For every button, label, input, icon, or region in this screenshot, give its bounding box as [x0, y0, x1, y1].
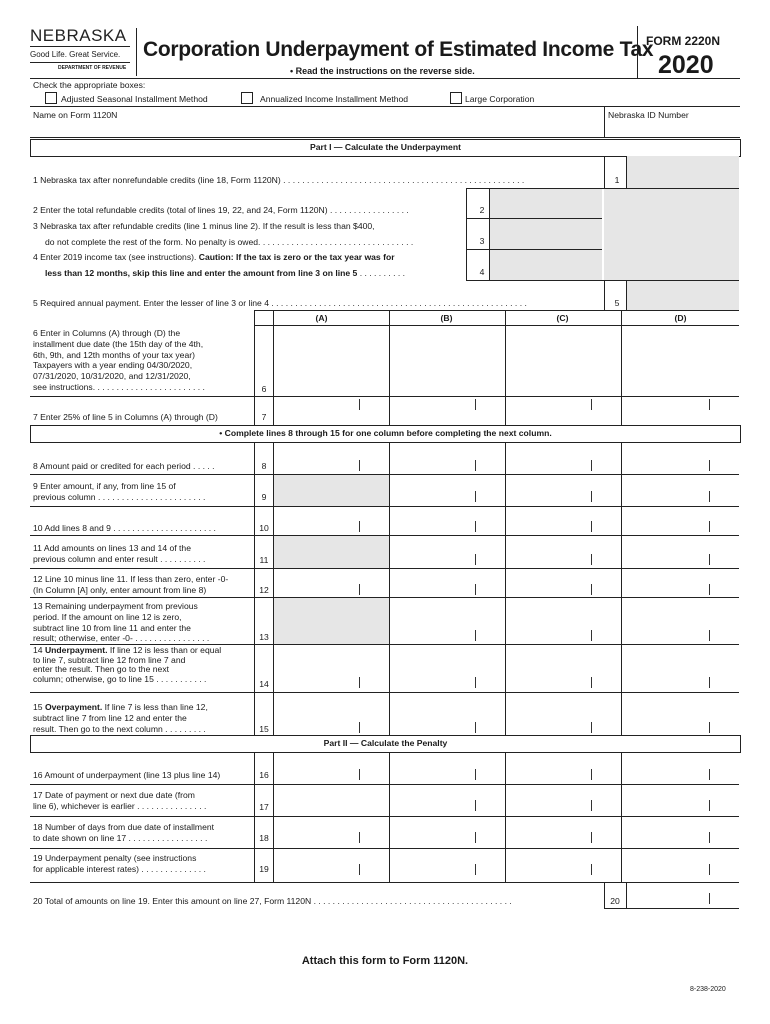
- line-14-heading: Underpayment.: [44, 645, 108, 655]
- line-20-label: 20 Total of amounts on line 19. Enter this amount on line 27, Form 1120N . . . . . . . . . . . . . . . . . . . . . . . . . . . . . . . . . . . . . . . . . .: [33, 896, 512, 906]
- line-7-number: 7: [261, 412, 267, 422]
- state-logo: [30, 26, 135, 78]
- adjusted-seasonal-label: Adjusted Seasonal Installment Method: [61, 94, 208, 104]
- line-6-column-c-input[interactable]: [506, 326, 621, 396]
- nebraska-id-field[interactable]: [605, 107, 740, 137]
- line-17-number: 17: [259, 802, 269, 812]
- name-label: Name on Form 1120N: [33, 110, 118, 120]
- column-b-header: (B): [440, 313, 453, 323]
- adjusted-seasonal-checkbox[interactable]: [45, 92, 57, 104]
- line-10-number: 10: [259, 523, 269, 533]
- line-15-heading: Overpayment.: [44, 702, 103, 712]
- line-4-label-a: [33, 252, 395, 263]
- line-17-label: 17 Date of payment or next due date (from line 6), whichever is earlier . . . . . . . . . . . . . . .: [33, 790, 207, 811]
- line-7-column-d-input[interactable]: [622, 397, 739, 425]
- line-2-number: 2: [479, 205, 485, 215]
- line-3-label-b: do not complete the rest of the form. No penalty is owed. . . . . . . . . . . . . . . . . . . . . . . . . . . . . . . . .: [45, 237, 414, 247]
- line-3-number: 3: [479, 236, 485, 246]
- large-corporation-checkbox[interactable]: [450, 92, 462, 104]
- line-12-number: 12: [259, 585, 269, 595]
- line-4-label-b: [45, 268, 405, 279]
- line-6-label: 6 Enter in Columns (A) through (D) the installment due date (the 15th day of the 4th, 6th, 9th, and 12th months of your tax year) Taxpayers with a year ending 04/30/2020, 07/31/2020, 10/31/2020, and 12/31/2020, see instructions. . . . . . . . . . . . . . . . . . . . . . . .: [33, 328, 205, 392]
- line-1-number: 1: [614, 175, 620, 185]
- line-14-prefix: 14: [33, 645, 45, 655]
- nebraska-id-label: Nebraska ID Number: [608, 110, 689, 120]
- line-16-number: 16: [259, 770, 269, 780]
- line-4-number: 4: [479, 267, 485, 277]
- line-15-text: If line 7 is less than line 12, subtract line 7 from line 12 and enter the result. Then go to the next column . . . . . . . . .: [33, 702, 208, 734]
- line-18-number: 18: [259, 833, 269, 843]
- column-c-header: (C): [556, 313, 569, 323]
- large-corporation-label: Large Corporation: [465, 94, 535, 104]
- part1-banner: [30, 139, 741, 157]
- line-20-input[interactable]: [627, 883, 739, 908]
- part2-banner: [30, 735, 741, 753]
- logo-state-name: NEBRASKA: [30, 26, 127, 45]
- line-12-label: 12 Line 10 minus line 11. If less than zero, enter -0- (In Column [A] only, enter amount from line 8): [33, 574, 229, 595]
- line-4-caution: Caution: If the tax is zero or the tax year was for: [198, 252, 395, 262]
- line-14-text: If line 12 is less than or equal to line 7, subtract line 12 from line 7 and enter the result. Then go to the next column; otherwise, go to line 15 . . . . . . . . . . .: [33, 645, 222, 684]
- line-15-label: [33, 702, 208, 734]
- line-4-label-b-text: less than 12 months, skip this line and enter the amount from line 3 on line 5: [45, 268, 358, 278]
- attach-instruction: Attach this form to Form 1120N.: [301, 955, 469, 967]
- line-6-number: 6: [261, 384, 267, 394]
- line-9-label: 9 Enter amount, if any, from line 15 of previous column . . . . . . . . . . . . . . . . . . . . . . .: [33, 481, 206, 502]
- line-11-label: 11 Add amounts on lines 13 and 14 of the previous column and enter result . . . . . . . . . .: [33, 543, 206, 564]
- lines-8-15-column-c-inputs[interactable]: [506, 443, 621, 765]
- lines-16-19-column-c-inputs[interactable]: [506, 753, 621, 881]
- line-1-label: 1 Nebraska tax after nonrefundable credits (line 18, Form 1120N) . . . . . . . . . . . . . . . . . . . . . . . . . . . . . . . . . . . . . . . . . . . . . . . . . . .: [33, 175, 525, 185]
- line-6-column-a-input[interactable]: [274, 326, 389, 396]
- line-5-number: 5: [614, 298, 620, 308]
- line-7-column-c-input[interactable]: [506, 397, 621, 425]
- line-4-dots: . . . . . . . . . .: [359, 268, 406, 278]
- line-11-number: 11: [259, 555, 269, 565]
- complete-columns-note: [30, 425, 741, 443]
- form-number: FORM 2220N: [646, 34, 721, 48]
- annualized-income-checkbox[interactable]: [241, 92, 253, 104]
- line-13-label: 13 Remaining underpayment from previous period. If the amount on line 12 is zero, subtract line 10 from line 11 and enter the result; otherwise, enter -0- . . . . . . . . . . . . . . . .: [33, 601, 210, 644]
- line-14-number: 14: [259, 679, 269, 689]
- line-5-label: 5 Required annual payment. Enter the lesser of line 3 or line 4 . . . . . . . . . . . . . . . . . . . . . . . . . . . . . . . . . . . . . . . . . . . . . . . . . . . . . .: [33, 298, 527, 308]
- logo-department: DEPARTMENT OF REVENUE: [58, 65, 127, 71]
- lines-16-19-column-b-inputs[interactable]: [390, 753, 505, 881]
- line-6-column-d-input[interactable]: [622, 326, 739, 396]
- line-13-number: 13: [259, 632, 269, 642]
- lines-8-15-column-d-inputs[interactable]: [622, 443, 739, 765]
- line-9-number: 9: [261, 492, 267, 502]
- form-instruction-note: • Read the instructions on the reverse side.: [290, 66, 475, 76]
- line-19-number: 19: [259, 864, 269, 874]
- line-15-number: 15: [259, 724, 269, 734]
- tax-year: 2020: [658, 51, 714, 79]
- line-4-label-text: 4 Enter 2019 income tax (see instructions).: [33, 252, 197, 262]
- column-a-header: (A): [315, 313, 328, 323]
- line-7-label: 7 Enter 25% of line 5 in Columns (A) through (D): [33, 412, 218, 422]
- lines-16-19-column-a-inputs[interactable]: [274, 753, 389, 881]
- line-6-column-b-input[interactable]: [390, 326, 505, 396]
- line-18-label: 18 Number of days from due date of installment to date shown on line 17 . . . . . . . . . . . . . . . . .: [33, 822, 215, 843]
- lines-16-19-column-d-inputs[interactable]: [622, 753, 739, 881]
- line-8-label: 8 Amount paid or credited for each period . . . . .: [33, 461, 215, 471]
- line-2-label: 2 Enter the total refundable credits (total of lines 19, 22, and 24, Form 1120N) . . . . . . . . . . . . . . . . .: [33, 205, 409, 215]
- name-field[interactable]: [30, 107, 604, 137]
- lines-8-15-column-a-inputs[interactable]: [274, 443, 389, 765]
- lines-8-15-column-b-inputs[interactable]: [390, 443, 505, 765]
- line-15-prefix: 15: [33, 702, 45, 712]
- logo-tagline: Good Life. Great Service.: [30, 50, 121, 59]
- form-title: Corporation Underpayment of Estimated Income Tax: [143, 38, 654, 61]
- line-20-number: 20: [610, 896, 620, 906]
- line-16-label: 16 Amount of underpayment (line 13 plus line 14): [33, 770, 221, 780]
- column-d-header: (D): [674, 313, 687, 323]
- part2-title: Part II — Calculate the Penalty: [323, 738, 448, 748]
- line-10-label: 10 Add lines 8 and 9 . . . . . . . . . . . . . . . . . . . . . .: [33, 523, 216, 533]
- line-7-column-b-input[interactable]: [390, 397, 505, 425]
- line-19-label: 19 Underpayment penalty (see instructions for applicable interest rates) . . . . . . . . . . . . . .: [33, 853, 206, 874]
- line-5-input[interactable]: [627, 280, 739, 310]
- line-1-input[interactable]: [627, 156, 739, 188]
- line-3-label-a: 3 Nebraska tax after refundable credits (line 1 minus line 2). If the result is less than $400,: [33, 221, 375, 231]
- part1-title: Part I — Calculate the Underpayment: [310, 142, 461, 152]
- line-8-number: 8: [261, 461, 267, 471]
- complete-columns-text: • Complete lines 8 through 15 for one column before completing the next column.: [219, 428, 552, 438]
- form-code: 8-238-2020: [690, 986, 726, 993]
- line-7-column-a-input[interactable]: [274, 397, 389, 425]
- line-14-label: [33, 646, 221, 684]
- checkbox-prompt: Check the appropriate boxes:: [33, 80, 146, 90]
- annualized-income-label: Annualized Income Installment Method: [260, 94, 409, 104]
